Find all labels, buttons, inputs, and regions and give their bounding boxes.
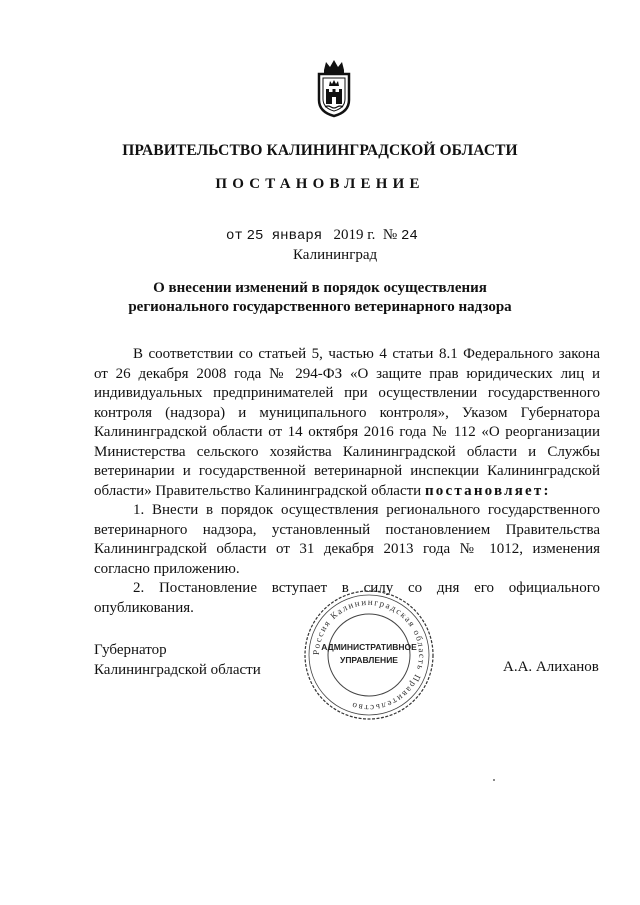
item-2-paragraph: 2. Постановление вступает в силу со дня его официального опубликования. [94,580,600,616]
date-day-month: 25 января [246,228,323,244]
document-body [94,345,600,618]
preamble-text: В соответствии со статьей 5, частью 4 статьи 8.1 Федерального закона от 26 декабря 2008 года № 294-ФЗ «О защите прав юридических лиц и индивидуальных предпринимателей при осуществлении государственного контроля (надзора) и муниципального контроля», Указом Губернатора Калининградской области от 14 октября 2016 года № 112 «О реорганизации Министерства сельского хозяйства Калининградской области и Службы ветеринарии и государственной ветеринарной инспекции Калининградской области» Правительство Калининградской области [94,346,600,499]
seal-center-line2: УПРАВЛЕНИЕ [340,655,398,665]
seal-ring-text: Россия Калининградская область Правительство [310,596,428,714]
document-title-line2: регионального государственного ветеринарного надзора [128,299,512,315]
preamble-paragraph [94,345,600,501]
date-line [226,227,418,244]
seal-center-line1: АДМИНИСТРАТИВНОЕ [321,642,417,652]
resolves-word: постановляет: [424,482,551,499]
number-sign: № [382,227,398,243]
official-seal-stamp [302,588,436,722]
position-line-1: Губернатор [94,642,167,658]
document-type: ПОСТАНОВЛЕНИЕ [215,176,425,192]
date-year: 2019 г. [333,227,376,243]
signatory-name: А.А. Алиханов [503,659,599,675]
item-1-paragraph: 1. Внести в порядок осуществления регионального государственного ветеринарного надзора, установленный постановлением Правительства Калининградской области от 31 декабря 2013 года № 1012, изменения согласно приложению. [94,502,600,577]
position-line-2: Калининградской области [94,662,261,678]
scan-speck [493,779,495,781]
document-number: 24 [400,228,418,244]
document-title-line1: О внесении изменений в порядок осуществления [153,280,487,296]
city: Калининград [293,247,378,263]
date-prefix: от [226,228,243,244]
government-name: ПРАВИТЕЛЬСТВО КАЛИНИНГРАДСКОЙ ОБЛАСТИ [122,142,518,159]
signatory-position [94,640,261,680]
coat-of-arms-emblem [314,58,354,118]
